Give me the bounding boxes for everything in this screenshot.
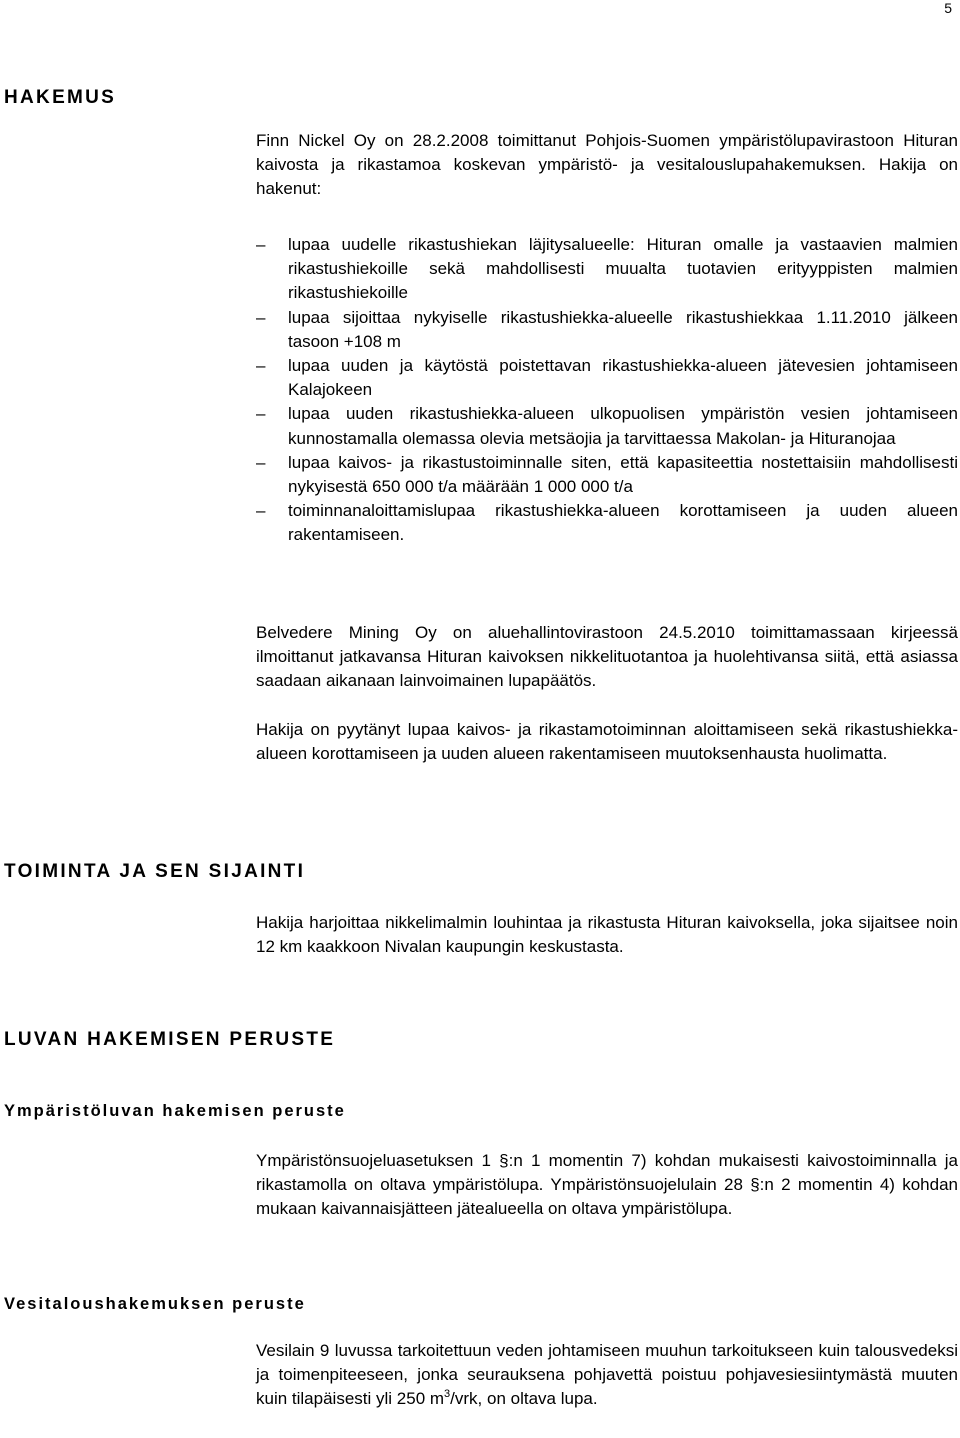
superscript: 3 — [444, 1387, 451, 1400]
vesitalous-text-b: /vrk, on oltava lupa. — [450, 1389, 598, 1409]
ymparistoluvan-paragraph: Ympäristönsuojeluasetuksen 1 §:n 1 momentin 7) kohdan mukaisesti kaivostoiminnalla ja rikastamolla on oltava ympäristölupa. Ympäristönsuojelulain 28 §:n 2 momentin 4) kohdan mukaan kaivannaisjätteen jätealueella on oltava ympäristölupa. — [256, 1151, 958, 1219]
hakemus-list — [256, 233, 958, 548]
subheading-ymparistoluvan: Ympäristöluvan hakemisen peruste — [4, 1102, 346, 1120]
list-item: – lupaa uuden rikastushiekka-alueen ulkopuolisen ympäristön vesien johtamiseen kunnostamalla olemassa olevia metsäojia ja tarvittaessa Makolan- ja Hituranojaa — [256, 402, 958, 450]
vesitalous-paragraph — [256, 1339, 958, 1412]
subheading-vesitalous: Vesitaloushakemuksen peruste — [4, 1295, 306, 1313]
list-item: – lupaa uuden ja käytöstä poistettavan rikastushiekka-alueen jätevesien johtamiseen Kalajokeen — [256, 354, 958, 402]
list-item: – toiminnanaloittamislupaa rikastushiekka-alueen korottamiseen ja uuden alueen rakentamiseen. — [256, 499, 958, 547]
section-heading-hakemus: HAKEMUS — [4, 87, 117, 108]
list-item: – lupaa uudelle rikastushiekan läjitysalueelle: Hituran omalle ja vastaavien malmien rikastushiekoille sekä mahdollisesti muualta tuotavien erityyppisten malmien rikastushiekoille — [256, 233, 958, 306]
vesitalous-text-a: Vesilain 9 luvussa tarkoitettuun veden johtamiseen muuhun tarkoitukseen kuin talousvedeksi ja toimenpiteeseen, jonka seurauksena pohjavettä poistuu pohjavesiesiintymästä muuten kuin tilapäisesti yli 250 m — [256, 1341, 958, 1409]
hakemus-paragraph-3: Hakija on pyytänyt lupaa kaivos- ja rikastamotoiminnan aloittamiseen sekä rikastushiekka-alueen korottamiseen ja uuden alueen rakentamiseen muutoksenhausta huolimatta. — [256, 720, 958, 764]
hakemus-intro: Finn Nickel Oy on 28.2.2008 toimittanut Pohjois-Suomen ympäristölupavirastoon Hituran kaivosta ja rikastamoa koskevan ympäristö- ja vesitalouslupahakemuksen. Hakija on hakenut: — [256, 131, 958, 199]
section-heading-luvan: LUVAN HAKEMISEN PERUSTE — [4, 1029, 336, 1050]
toiminta-paragraph: Hakija harjoittaa nikkelimalmin louhintaa ja rikastusta Hituran kaivoksella, joka sijaitsee noin 12 km kaakkoon Nivalan kaupungin keskustasta. — [256, 913, 958, 957]
page-number: 5 — [944, 0, 952, 16]
list-item: – lupaa sijoittaa nykyiselle rikastushiekka-alueelle rikastushiekkaa 1.11.2010 jälkeen tasoon +108 m — [256, 306, 958, 354]
hakemus-paragraph-2: Belvedere Mining Oy on aluehallintovirastoon 24.5.2010 toimittamassaan kirjeessä ilmoittanut jatkavansa Hituran kaivoksen nikkelituotantoa ja huolehtivansa siitä, että asiassa saadaan aikanaan lainvoimainen lupapäätös. — [256, 623, 958, 691]
list-item: – lupaa kaivos- ja rikastustoiminnalle siten, että kapasiteettia nostettaisiin mahdollisesti nykyisestä 650 000 t/a määrään 1 000 000 t/a — [256, 451, 958, 499]
section-heading-toiminta: TOIMINTA JA SEN SIJAINTI — [4, 861, 306, 882]
